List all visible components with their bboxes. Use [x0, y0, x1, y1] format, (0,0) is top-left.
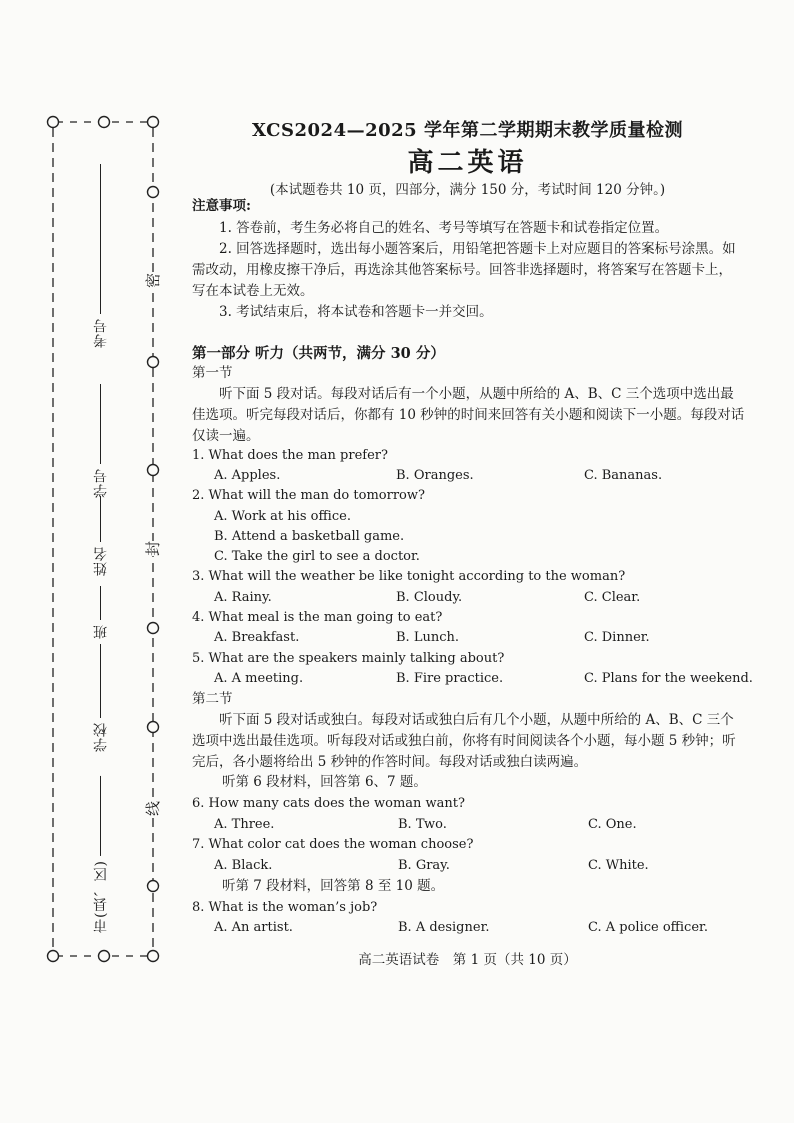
section2-label: 第二节	[192, 691, 233, 707]
seal-char-feng: 封	[144, 540, 163, 557]
fill-blank[interactable]	[101, 644, 102, 718]
option[interactable]: B. Lunch.	[396, 630, 459, 645]
field-student-id[interactable]	[94, 380, 108, 498]
option[interactable]: C. Take the girl to see a doctor.	[214, 549, 420, 564]
seal-char-xian: 线	[144, 800, 163, 817]
hole-circle	[148, 187, 159, 198]
option[interactable]: C. Plans for the weekend.	[584, 671, 753, 686]
option[interactable]: A. Three.	[214, 817, 275, 832]
option[interactable]: C. One.	[588, 817, 637, 832]
option[interactable]: B. Two.	[398, 817, 447, 832]
option[interactable]: A. Rainy.	[214, 590, 272, 605]
seal-char-mi: 密	[144, 272, 163, 289]
exam-info: (本试题卷共 10 页，四部分，满分 150 分，考试时间 120 分钟。)	[269, 182, 666, 198]
notes-heading: 注意事项:	[192, 198, 251, 214]
question-stem: 6. How many cats does the woman want?	[192, 796, 465, 811]
field-label: 姓名	[93, 546, 109, 576]
option[interactable]: B. A designer.	[398, 920, 490, 935]
note-item: 1. 答卷前，考生务必将自己的姓名、考号等填写在答题卡和试卷指定位置。	[219, 220, 669, 236]
hole-circle	[48, 117, 59, 128]
question-stem: 4. What meal is the man going to eat?	[192, 610, 443, 625]
option[interactable]: B. Fire practice.	[396, 671, 504, 686]
material-6-note: 听第 6 段材料，回答第 6、7 题。	[222, 774, 427, 790]
field-exam-number[interactable]	[94, 160, 108, 348]
field-label: 市(县、区)	[93, 860, 109, 933]
option[interactable]: C. Dinner.	[584, 630, 650, 645]
fill-blank[interactable]	[101, 384, 102, 464]
option[interactable]: C. A police officer.	[588, 920, 708, 935]
hole-circle	[148, 357, 159, 368]
field-label: 学校	[93, 722, 109, 752]
option[interactable]: A. A meeting.	[214, 671, 304, 686]
material-7-note: 听第 7 段材料，回答第 8 至 10 题。	[222, 878, 445, 894]
field-label: 考号	[93, 318, 109, 348]
hole-circle	[99, 117, 110, 128]
question-stem: 5. What are the speakers mainly talking about?	[192, 651, 505, 666]
field-school[interactable]	[94, 640, 108, 752]
note-item: 2. 回答选择题时，选出每小题答案后，用铅笔把答题卡上对应题目的答案标号涂黑。如需改动，用橡皮擦干净后，再选涂其他答案标号。回答非选择题时，将答案写在答题卡上，写在本试卷上无效。	[192, 241, 736, 299]
option[interactable]: C. Bananas.	[584, 468, 663, 483]
subject-title: 高二英语	[407, 148, 528, 178]
field-name[interactable]	[94, 492, 108, 576]
field-label: 班	[93, 624, 109, 639]
option[interactable]: B. Gray.	[398, 858, 450, 873]
field-label: 学号	[93, 468, 109, 498]
fill-blank[interactable]	[101, 164, 102, 314]
section1-label: 第一节	[192, 365, 233, 381]
fill-blank[interactable]	[101, 586, 102, 620]
option[interactable]: B. Attend a basketball game.	[214, 529, 405, 544]
question-stem: 2. What will the man do tomorrow?	[192, 488, 425, 503]
page-footer: 高二英语试卷 第 1 页（共 10 页）	[358, 952, 577, 968]
question-stem: 1. What does the man prefer?	[192, 448, 388, 463]
hole-circle	[148, 722, 159, 733]
option[interactable]: B. Oranges.	[396, 468, 474, 483]
hole-circle	[148, 465, 159, 476]
option[interactable]: A. Work at his office.	[214, 509, 351, 524]
binding-margin-lines	[0, 0, 175, 1123]
question-stem: 3. What will the weather be like tonight according to the woman?	[192, 569, 626, 584]
hole-circle	[148, 623, 159, 634]
exam-title: XCS2024—2025 学年第二学期期末教学质量检测	[252, 120, 683, 141]
fill-blank[interactable]	[101, 496, 102, 542]
hole-circle	[148, 951, 159, 962]
option[interactable]: A. Breakfast.	[214, 630, 300, 645]
section2-instructions: 听下面 5 段对话或独白。每段对话或独白后有几个小题，从题中所给的 A、B、C 三个选项中选出最佳选项。听每段对话或独白前，你将有时间阅读各个小题，每小题 5 秒钟；听完后，各小题将给出 5 秒钟的作答时间。每段对话或独白读两遍。	[192, 712, 736, 770]
field-city[interactable]	[94, 772, 108, 933]
option[interactable]: A. An artist.	[214, 920, 293, 935]
option[interactable]: A. Black.	[214, 858, 273, 873]
option[interactable]: A. Apples.	[214, 468, 281, 483]
field-class[interactable]	[94, 582, 108, 639]
option[interactable]: B. Cloudy.	[396, 590, 463, 605]
hole-circle	[99, 951, 110, 962]
question-stem: 7. What color cat does the woman choose?	[192, 837, 474, 852]
option[interactable]: C. Clear.	[584, 590, 641, 605]
option[interactable]: C. White.	[588, 858, 649, 873]
hole-circle	[148, 117, 159, 128]
question-stem: 8. What is the woman’s job?	[192, 900, 378, 915]
hole-circle	[48, 951, 59, 962]
fill-blank[interactable]	[101, 776, 102, 856]
part1-heading: 第一部分 听力（共两节，满分 30 分）	[192, 345, 445, 362]
note-item: 3. 考试结束后，将本试卷和答题卡一并交回。	[219, 304, 493, 320]
section1-instructions: 听下面 5 段对话。每段对话后有一个小题，从题中所给的 A、B、C 三个选项中选出最佳选项。听完每段对话后，你都有 10 秒钟的时间来回答有关小题和阅读下一小题。每段对话仅读一遍。	[192, 386, 745, 444]
hole-circle	[148, 881, 159, 892]
